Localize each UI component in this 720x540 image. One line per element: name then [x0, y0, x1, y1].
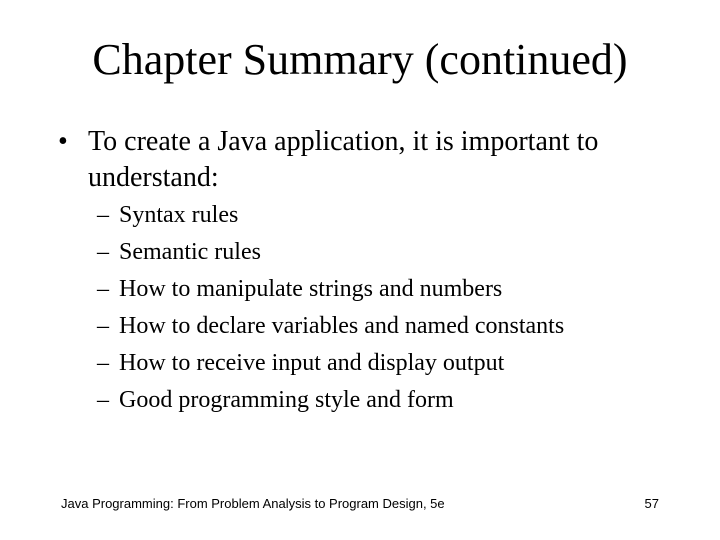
- sub-bullet-text: Syntax rules: [119, 202, 239, 228]
- dash-marker: –: [97, 387, 109, 413]
- sub-bullet-text: How to manipulate strings and numbers: [119, 276, 503, 302]
- bullet-text: To create a Java application, it is important to understand:: [88, 126, 599, 193]
- sub-bullet-item: [97, 271, 697, 308]
- dash-marker: –: [97, 239, 109, 265]
- dash-marker: –: [97, 313, 109, 339]
- sub-bullet-item: [97, 234, 697, 271]
- sub-bullet-item: [97, 197, 697, 234]
- bullet-marker: •: [58, 126, 68, 157]
- sub-bullet-list: [97, 197, 697, 419]
- main-bullet: [58, 124, 678, 196]
- sub-bullet-item: [97, 382, 697, 419]
- footer-page-number: 57: [644, 496, 659, 511]
- sub-bullet-text: Semantic rules: [119, 239, 261, 265]
- footer-book-title: Java Programming: From Problem Analysis to Program Design, 5e: [61, 496, 445, 511]
- sub-bullet-text: How to receive input and display output: [119, 350, 505, 376]
- sub-bullet-text: How to declare variables and named constants: [119, 313, 565, 339]
- dash-marker: –: [97, 350, 109, 376]
- sub-bullet-text: Good programming style and form: [119, 387, 454, 413]
- sub-bullet-item: [97, 308, 697, 345]
- dash-marker: –: [97, 202, 109, 228]
- dash-marker: –: [97, 276, 109, 302]
- slide-title: Chapter Summary (continued): [92, 35, 628, 84]
- sub-bullet-item: [97, 345, 697, 382]
